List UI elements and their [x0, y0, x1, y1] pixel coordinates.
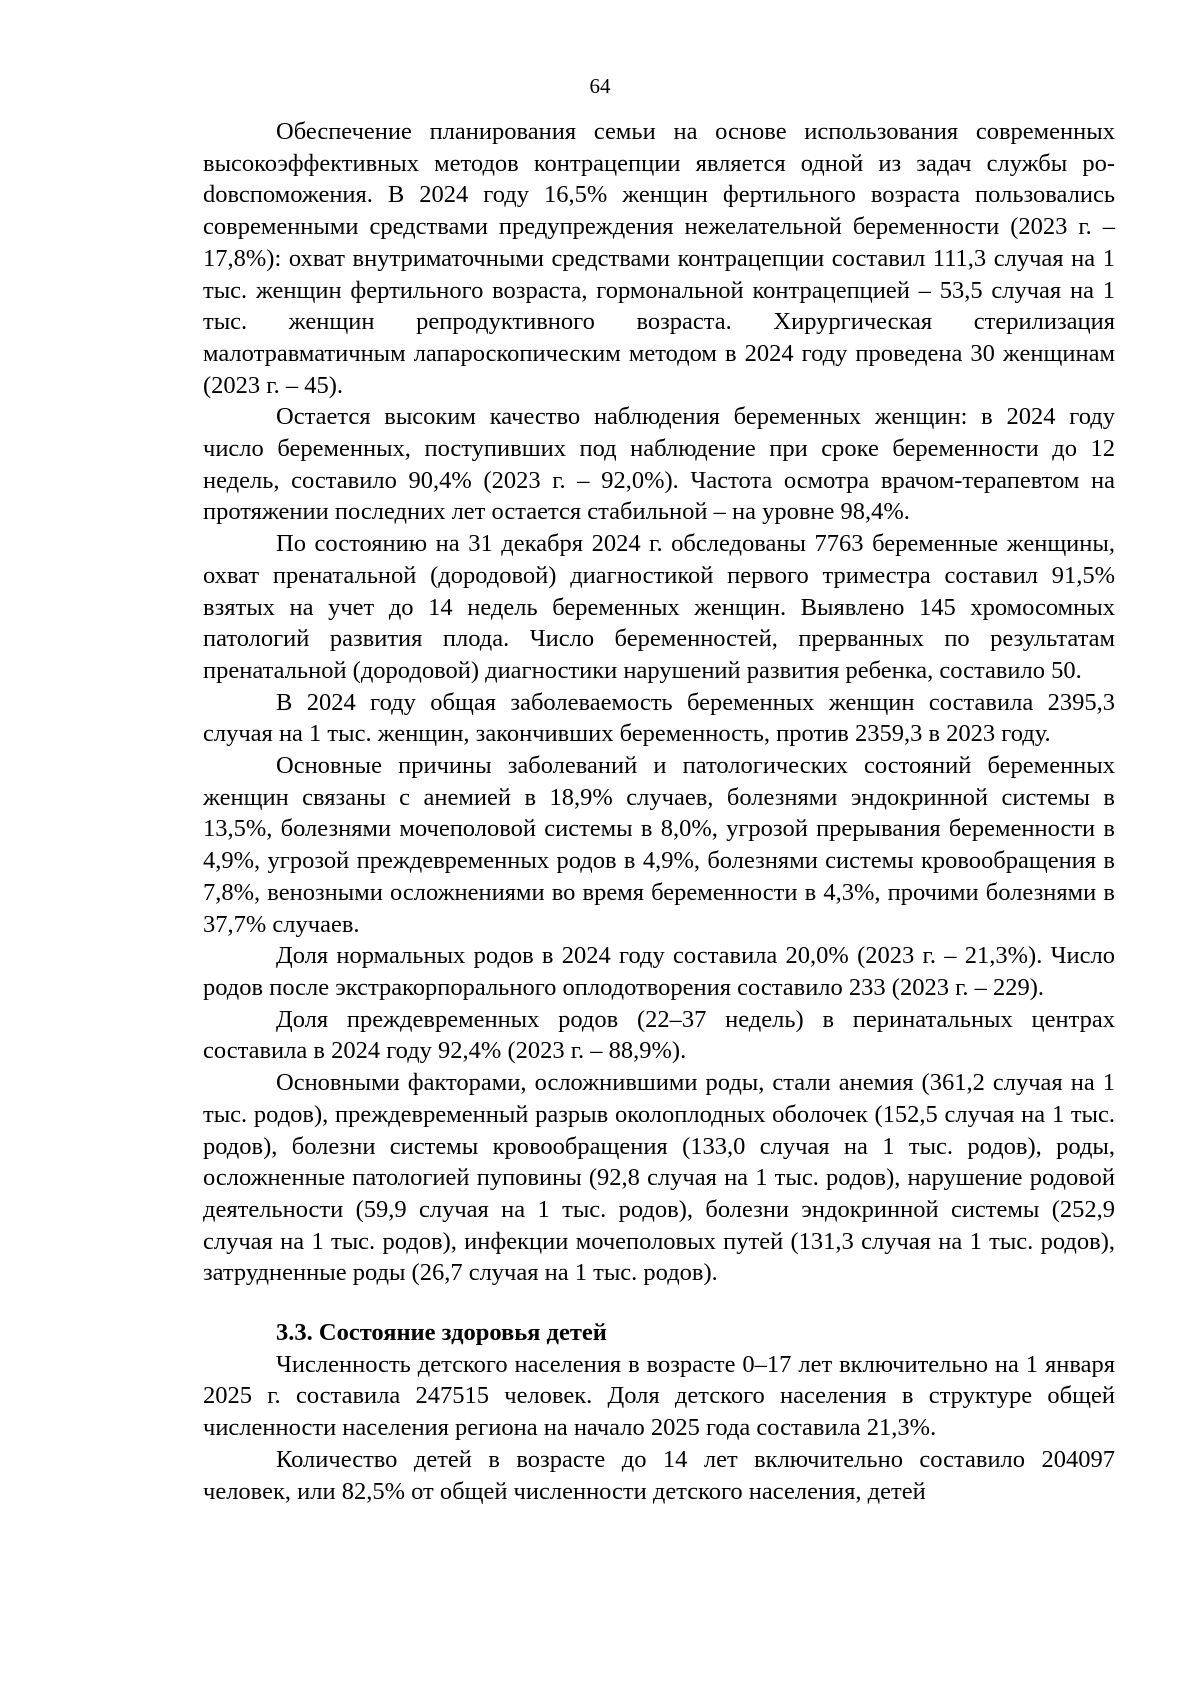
page-number: 64 [589, 74, 611, 98]
section-heading: 3.3. Состояние здоровья детей [276, 1319, 607, 1347]
paragraph-prenatal-diagnostics: По состоянию на 31 декабря 2024 г. обследованы 7763 беременные женщины, охват пренатальной (дородовой) диагностикой первого триместра составил 91,5% взятых на учет до 14 недель беременных женщин. Выявлено 145 хромосомных патологий развития плода. Число беременностей, прерванных по результатам пренатальной (дородовой) диагностики нарушений развития ребенка, составило 50. [203, 530, 1115, 684]
paragraph-causes-of-disease: Основные причины заболеваний и патологических состояний беременных женщин связаны с анемией в 18,9% случаев, болезнями эндокринной системы в 13,5%, болезнями мочеполовой системы в 8,0%, угрозой прерывания беременности в 4,9%, угрозой преждевременных родов в 4,9%, болезнями системы кровообращения в 7,8%, венозными осложнениями во время беременности в 4,3%, прочими болезнями в 37,7% случаев. [203, 752, 1115, 938]
document-body [203, 116, 1115, 1507]
paragraph-family-planning: Обеспечение планирования семьи на основе использования современных высокоэффективных методов контрацепции является одной из задач службы роdовспоможения. В 2024 году 16,5% женщин фертильного возраста пользовались современными средствами предупреждения нежелательной беременности (2023 г. – 17,8%): охват внутриматочными средствами контрацепции составил 111,3 случая на 1 тыс. женщин фертильного возраста, гормональной контрацепцией – 53,5 случая на 1 тыс. женщин репродуктивного возраста. Хирургическая стерилизация малотравматичным лапароскопическим методом в 2024 году проведена 30 женщинам (2023 г. – 45). [203, 118, 1115, 399]
paragraph-premature-births: Доля преждевременных родов (22–37 недель) в перинатальных центрах составила в 2024 году 92,4% (2023 г. – 88,9%). [203, 1005, 1115, 1065]
paragraph-normal-births: Доля нормальных родов в 2024 году составила 20,0% (2023 г. – 21,3%). Число родов после экстракорпорального оплодотворения составило 233 (2023 г. – 229). [203, 942, 1115, 1001]
paragraph-child-population: Численность детского населения в возрасте 0–17 лет включительно на 1 января 2025 г. составила 247515 человек. Доля детского населения в структуре общей численности населения региона на начало 2025 года составила 21,3%. [203, 1350, 1115, 1442]
paragraph-pregnancy-observation: Остается высоким качество наблюдения беременных женщин: в 2024 году число беременных, поступивших под наблюдение при сроке беременности до 12 недель, составило 90,4% (2023 г. – 92,0%). Частота осмотра врачом-терапевтом на протяжении последних лет остается стабильной – на уровне 98,4%. [203, 403, 1115, 526]
paragraph-children-under-14: Количество детей в возрасте до 14 лет включительно составило 204097 человек, или 82,5% от общей численности детского населения, детей [203, 1445, 1115, 1505]
paragraph-pregnancy-morbidity: В 2024 году общая заболеваемость беременных женщин составила 2395,3 случая на 1 тыс. женщин, закончивших беременность, против 2359,3 в 2023 году. [203, 688, 1115, 748]
paragraph-birth-complications: Основными факторами, осложнившими роды, стали анемия (361,2 случая на 1 тыс. родов), преждевременный разрыв околоплодных оболочек (152,5 случая на 1 тыс. родов), болезни системы кровообращения (133,0 случая на 1 тыс. родов), роды, осложненные патологией пуповины (92,8 случая на 1 тыс. родов), нарушение родовой деятельности (59,9 случая на 1 тыс. родов), болезни эндокринной системы (252,9 случая на 1 тыс. родов), инфекции мочеполовых путей (131,3 случая на 1 тыс. родов), затрудненные роды (26,7 случая на 1 тыс. родов). [203, 1069, 1115, 1287]
